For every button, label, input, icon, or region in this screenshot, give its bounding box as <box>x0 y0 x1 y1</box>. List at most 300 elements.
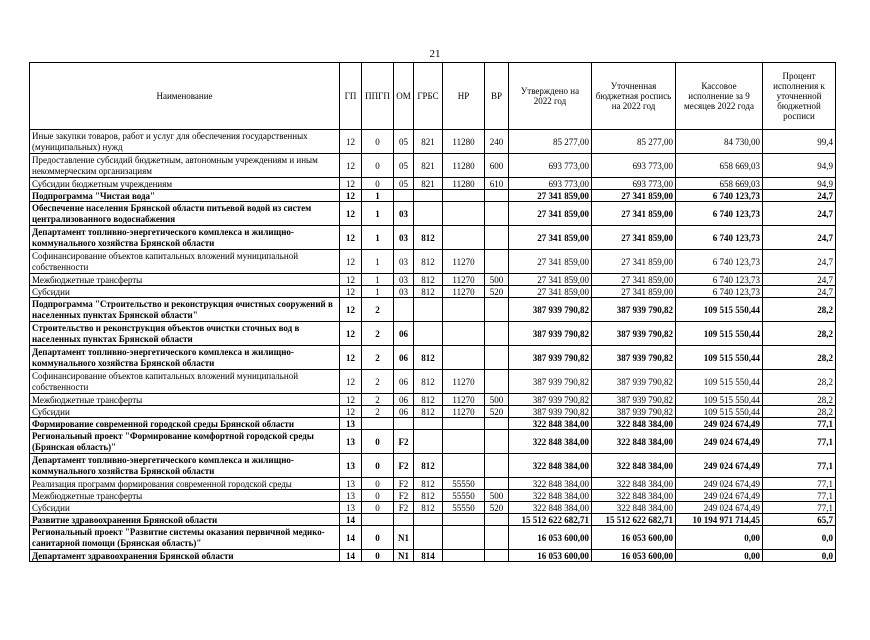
table-row <box>30 346 836 370</box>
cell-refined: 387 939 790,82 <box>592 322 676 346</box>
cell-refined: 322 848 384,00 <box>592 478 676 490</box>
cell-gp: 12 <box>340 322 362 346</box>
cell-grbs <box>414 202 443 226</box>
cell-refined: 16 053 600,00 <box>592 550 676 562</box>
cell-approved: 322 848 384,00 <box>509 454 592 478</box>
cell-nr: 11280 <box>443 154 485 178</box>
cell-refined: 387 939 790,82 <box>592 406 676 418</box>
cell-om: 06 <box>394 406 414 418</box>
cell-name: Развитие здравоохранения Брянской области <box>30 514 340 526</box>
cell-ppgp: 1 <box>362 226 394 250</box>
table-row <box>30 286 836 298</box>
cell-refined: 387 939 790,82 <box>592 298 676 322</box>
cell-cash: 249 024 674,49 <box>676 478 763 490</box>
cell-gp: 13 <box>340 478 362 490</box>
table-row <box>30 418 836 430</box>
cell-approved: 27 341 859,00 <box>509 250 592 274</box>
cell-nr: 55550 <box>443 502 485 514</box>
cell-vr <box>485 430 509 454</box>
cell-vr: 240 <box>485 130 509 154</box>
cell-grbs <box>414 526 443 550</box>
cell-gp: 12 <box>340 406 362 418</box>
table-row <box>30 478 836 490</box>
cell-name: Реализация программ формирования современной городской среды <box>30 478 340 490</box>
cell-om <box>394 418 414 430</box>
table-row <box>30 202 836 226</box>
cell-percent: 24,7 <box>763 274 836 286</box>
cell-percent: 28,2 <box>763 370 836 394</box>
cell-name: Обеспечение населения Брянской области питьевой водой из систем централизованного водоснабжения <box>30 202 340 226</box>
cell-refined: 322 848 384,00 <box>592 490 676 502</box>
table-row <box>30 130 836 154</box>
cell-gp: 12 <box>340 202 362 226</box>
cell-nr: 11270 <box>443 406 485 418</box>
cell-approved: 387 939 790,82 <box>509 346 592 370</box>
cell-nr <box>443 322 485 346</box>
cell-cash: 6 740 123,73 <box>676 274 763 286</box>
cell-gp: 13 <box>340 490 362 502</box>
cell-percent: 99,4 <box>763 130 836 154</box>
cell-gp: 12 <box>340 298 362 322</box>
cell-name: Софинансирование объектов капитальных вложений муниципальной собственности <box>30 370 340 394</box>
header-nr: НР <box>443 63 485 130</box>
cell-om: F2 <box>394 502 414 514</box>
cell-percent: 28,2 <box>763 394 836 406</box>
cell-gp: 12 <box>340 274 362 286</box>
table-row <box>30 490 836 502</box>
cell-percent: 94,9 <box>763 178 836 190</box>
cell-vr <box>485 514 509 526</box>
page-number: 21 <box>429 48 441 60</box>
cell-ppgp: 0 <box>362 490 394 502</box>
cell-approved: 322 848 384,00 <box>509 502 592 514</box>
cell-grbs: 821 <box>414 130 443 154</box>
cell-nr <box>443 202 485 226</box>
header-ppgp: ППГП <box>362 63 394 130</box>
cell-om: F2 <box>394 478 414 490</box>
cell-ppgp: 0 <box>362 130 394 154</box>
cell-nr: 55550 <box>443 490 485 502</box>
table-row <box>30 178 836 190</box>
cell-percent: 24,7 <box>763 190 836 202</box>
cell-grbs: 821 <box>414 154 443 178</box>
cell-gp: 13 <box>340 430 362 454</box>
table-row <box>30 394 836 406</box>
cell-ppgp: 0 <box>362 154 394 178</box>
cell-gp: 12 <box>340 130 362 154</box>
cell-nr: 11270 <box>443 394 485 406</box>
cell-om: 03 <box>394 274 414 286</box>
cell-om: 05 <box>394 130 414 154</box>
cell-cash: 84 730,00 <box>676 130 763 154</box>
cell-om <box>394 514 414 526</box>
cell-ppgp <box>362 514 394 526</box>
cell-name: Департамент топливно-энергетического комплекса и жилищно-коммунального хозяйства Брянской области <box>30 346 340 370</box>
cell-name: Подпрограмма "Строительство и реконструкция очистных сооружений в населенных пунктах Брянской области" <box>30 298 340 322</box>
cell-gp: 12 <box>340 394 362 406</box>
cell-om: 03 <box>394 250 414 274</box>
cell-refined: 27 341 859,00 <box>592 286 676 298</box>
cell-percent: 77,1 <box>763 478 836 490</box>
header-refined: Уточненная бюджетная роспись на 2022 год <box>592 63 676 130</box>
budget-table <box>29 62 836 562</box>
cell-ppgp: 0 <box>362 526 394 550</box>
cell-vr <box>485 454 509 478</box>
cell-approved: 322 848 384,00 <box>509 478 592 490</box>
cell-grbs: 814 <box>414 550 443 562</box>
table-row <box>30 430 836 454</box>
cell-gp: 13 <box>340 454 362 478</box>
cell-approved: 27 341 859,00 <box>509 226 592 250</box>
cell-grbs: 812 <box>414 370 443 394</box>
cell-vr <box>485 298 509 322</box>
cell-vr: 500 <box>485 490 509 502</box>
table-row <box>30 274 836 286</box>
cell-cash: 109 515 550,44 <box>676 298 763 322</box>
cell-approved: 27 341 859,00 <box>509 286 592 298</box>
cell-grbs: 812 <box>414 346 443 370</box>
cell-approved: 387 939 790,82 <box>509 370 592 394</box>
cell-name: Департамент топливно-энергетического комплекса и жилищно-коммунального хозяйства Брянской области <box>30 454 340 478</box>
cell-refined: 27 341 859,00 <box>592 250 676 274</box>
cell-nr: 11280 <box>443 178 485 190</box>
table-header-row <box>30 63 836 130</box>
table-row <box>30 514 836 526</box>
cell-name: Межбюджетные трансферты <box>30 490 340 502</box>
header-gp: ГП <box>340 63 362 130</box>
cell-ppgp: 1 <box>362 202 394 226</box>
cell-refined: 85 277,00 <box>592 130 676 154</box>
cell-gp: 14 <box>340 526 362 550</box>
cell-name: Субсидии <box>30 286 340 298</box>
cell-nr <box>443 346 485 370</box>
cell-grbs: 812 <box>414 226 443 250</box>
cell-approved: 693 773,00 <box>509 178 592 190</box>
cell-ppgp: 1 <box>362 274 394 286</box>
cell-refined: 322 848 384,00 <box>592 454 676 478</box>
cell-grbs: 812 <box>414 454 443 478</box>
cell-nr <box>443 526 485 550</box>
cell-om: N1 <box>394 550 414 562</box>
cell-refined: 322 848 384,00 <box>592 418 676 430</box>
cell-refined: 27 341 859,00 <box>592 274 676 286</box>
cell-grbs <box>414 418 443 430</box>
cell-percent: 77,1 <box>763 418 836 430</box>
header-approved: Утверждено на 2022 год <box>509 63 592 130</box>
cell-refined: 27 341 859,00 <box>592 226 676 250</box>
cell-name: Субсидии <box>30 502 340 514</box>
cell-ppgp <box>362 418 394 430</box>
cell-cash: 0,00 <box>676 526 763 550</box>
cell-percent: 94,9 <box>763 154 836 178</box>
cell-percent: 0,0 <box>763 550 836 562</box>
cell-percent: 77,1 <box>763 454 836 478</box>
cell-name: Предоставление субсидий бюджетным, автономным учреждениям и иным некоммерческим организациям <box>30 154 340 178</box>
cell-vr <box>485 226 509 250</box>
cell-grbs <box>414 514 443 526</box>
cell-refined: 27 341 859,00 <box>592 202 676 226</box>
cell-grbs: 821 <box>414 178 443 190</box>
cell-approved: 27 341 859,00 <box>509 202 592 226</box>
cell-refined: 387 939 790,82 <box>592 346 676 370</box>
cell-om: F2 <box>394 490 414 502</box>
cell-gp: 14 <box>340 550 362 562</box>
cell-name: Иные закупки товаров, работ и услуг для обеспечения государственных (муниципальных) нужд <box>30 130 340 154</box>
cell-name: Межбюджетные трансферты <box>30 274 340 286</box>
cell-vr <box>485 190 509 202</box>
table-row <box>30 226 836 250</box>
cell-refined: 693 773,00 <box>592 154 676 178</box>
cell-vr: 520 <box>485 502 509 514</box>
cell-name: Субсидии <box>30 406 340 418</box>
cell-cash: 6 740 123,73 <box>676 250 763 274</box>
cell-gp: 12 <box>340 286 362 298</box>
cell-grbs <box>414 430 443 454</box>
cell-approved: 27 341 859,00 <box>509 274 592 286</box>
cell-grbs: 812 <box>414 490 443 502</box>
cell-vr <box>485 322 509 346</box>
cell-nr: 55550 <box>443 478 485 490</box>
cell-percent: 0,0 <box>763 526 836 550</box>
cell-om: 06 <box>394 322 414 346</box>
cell-grbs: 812 <box>414 406 443 418</box>
cell-approved: 15 512 622 682,71 <box>509 514 592 526</box>
cell-grbs: 812 <box>414 286 443 298</box>
cell-refined: 387 939 790,82 <box>592 370 676 394</box>
cell-gp: 12 <box>340 178 362 190</box>
cell-ppgp: 0 <box>362 550 394 562</box>
cell-percent: 24,7 <box>763 226 836 250</box>
cell-ppgp: 0 <box>362 502 394 514</box>
table-row <box>30 370 836 394</box>
cell-grbs: 812 <box>414 250 443 274</box>
cell-om: 05 <box>394 154 414 178</box>
cell-percent: 24,7 <box>763 250 836 274</box>
cell-gp: 12 <box>340 370 362 394</box>
cell-nr: 11280 <box>443 130 485 154</box>
cell-gp: 12 <box>340 250 362 274</box>
cell-vr <box>485 478 509 490</box>
cell-ppgp: 2 <box>362 370 394 394</box>
cell-om: 03 <box>394 202 414 226</box>
cell-ppgp: 1 <box>362 190 394 202</box>
cell-vr <box>485 418 509 430</box>
cell-cash: 249 024 674,49 <box>676 490 763 502</box>
cell-approved: 16 053 600,00 <box>509 526 592 550</box>
cell-cash: 109 515 550,44 <box>676 394 763 406</box>
cell-cash: 249 024 674,49 <box>676 418 763 430</box>
cell-approved: 387 939 790,82 <box>509 322 592 346</box>
cell-percent: 77,1 <box>763 502 836 514</box>
cell-refined: 322 848 384,00 <box>592 430 676 454</box>
cell-refined: 16 053 600,00 <box>592 526 676 550</box>
cell-om: 05 <box>394 178 414 190</box>
cell-grbs <box>414 298 443 322</box>
cell-name: Строительство и реконструкция объектов очистки сточных вод в населенных пунктах Брянской области <box>30 322 340 346</box>
cell-approved: 322 848 384,00 <box>509 430 592 454</box>
cell-name: Субсидии бюджетным учреждениям <box>30 178 340 190</box>
cell-cash: 6 740 123,73 <box>676 190 763 202</box>
cell-om: 03 <box>394 286 414 298</box>
cell-vr <box>485 526 509 550</box>
cell-gp: 14 <box>340 514 362 526</box>
cell-vr: 520 <box>485 286 509 298</box>
cell-om: F2 <box>394 430 414 454</box>
cell-gp: 12 <box>340 190 362 202</box>
cell-percent: 65,7 <box>763 514 836 526</box>
table-row <box>30 322 836 346</box>
cell-name: Департамент топливно-энергетического комплекса и жилищно-коммунального хозяйства Брянской области <box>30 226 340 250</box>
cell-vr: 500 <box>485 394 509 406</box>
cell-grbs <box>414 322 443 346</box>
table-row <box>30 190 836 202</box>
cell-cash: 658 669,03 <box>676 178 763 190</box>
cell-ppgp: 1 <box>362 286 394 298</box>
cell-gp: 13 <box>340 502 362 514</box>
cell-ppgp: 0 <box>362 430 394 454</box>
cell-refined: 322 848 384,00 <box>592 502 676 514</box>
header-percent: Процент исполнения к уточненной бюджетной росписи <box>763 63 836 130</box>
cell-name: Подпрограмма "Чистая вода" <box>30 190 340 202</box>
cell-nr: 11270 <box>443 274 485 286</box>
cell-grbs: 812 <box>414 274 443 286</box>
cell-name: Департамент здравоохранения Брянской области <box>30 550 340 562</box>
cell-grbs <box>414 190 443 202</box>
cell-cash: 109 515 550,44 <box>676 346 763 370</box>
cell-nr: 11270 <box>443 250 485 274</box>
cell-vr <box>485 250 509 274</box>
cell-approved: 85 277,00 <box>509 130 592 154</box>
cell-om: 06 <box>394 346 414 370</box>
cell-nr <box>443 418 485 430</box>
cell-cash: 249 024 674,49 <box>676 502 763 514</box>
cell-cash: 249 024 674,49 <box>676 454 763 478</box>
header-cash: Кассовое исполнение за 9 месяцев 2022 года <box>676 63 763 130</box>
cell-ppgp: 1 <box>362 250 394 274</box>
cell-approved: 27 341 859,00 <box>509 190 592 202</box>
cell-grbs: 812 <box>414 478 443 490</box>
cell-cash: 10 194 971 714,45 <box>676 514 763 526</box>
cell-approved: 387 939 790,82 <box>509 406 592 418</box>
cell-percent: 24,7 <box>763 202 836 226</box>
cell-percent: 28,2 <box>763 406 836 418</box>
header-grbs: ГРБС <box>414 63 443 130</box>
cell-nr <box>443 430 485 454</box>
cell-vr <box>485 346 509 370</box>
table-row <box>30 298 836 322</box>
cell-name: Межбюджетные трансферты <box>30 394 340 406</box>
cell-approved: 322 848 384,00 <box>509 490 592 502</box>
cell-cash: 109 515 550,44 <box>676 322 763 346</box>
cell-name: Софинансирование объектов капитальных вложений муниципальной собственности <box>30 250 340 274</box>
cell-grbs: 812 <box>414 502 443 514</box>
cell-vr: 610 <box>485 178 509 190</box>
header-om: ОМ <box>394 63 414 130</box>
cell-cash: 6 740 123,73 <box>676 286 763 298</box>
cell-gp: 12 <box>340 154 362 178</box>
table-row <box>30 526 836 550</box>
cell-vr <box>485 202 509 226</box>
cell-approved: 16 053 600,00 <box>509 550 592 562</box>
cell-om <box>394 298 414 322</box>
cell-ppgp: 0 <box>362 454 394 478</box>
table-row <box>30 250 836 274</box>
cell-ppgp: 2 <box>362 346 394 370</box>
cell-vr <box>485 550 509 562</box>
cell-om: F2 <box>394 454 414 478</box>
cell-percent: 77,1 <box>763 490 836 502</box>
cell-nr: 11270 <box>443 370 485 394</box>
cell-percent: 28,2 <box>763 298 836 322</box>
cell-nr <box>443 514 485 526</box>
cell-ppgp: 0 <box>362 178 394 190</box>
cell-cash: 658 669,03 <box>676 154 763 178</box>
cell-gp: 12 <box>340 226 362 250</box>
cell-vr <box>485 370 509 394</box>
cell-refined: 27 341 859,00 <box>592 190 676 202</box>
cell-approved: 322 848 384,00 <box>509 418 592 430</box>
cell-om: 06 <box>394 394 414 406</box>
cell-percent: 28,2 <box>763 322 836 346</box>
cell-refined: 693 773,00 <box>592 178 676 190</box>
cell-om: 06 <box>394 370 414 394</box>
cell-nr <box>443 550 485 562</box>
cell-om: N1 <box>394 526 414 550</box>
cell-refined: 15 512 622 682,71 <box>592 514 676 526</box>
table-row <box>30 502 836 514</box>
cell-nr <box>443 454 485 478</box>
cell-approved: 387 939 790,82 <box>509 298 592 322</box>
cell-nr <box>443 190 485 202</box>
table-row <box>30 550 836 562</box>
cell-name: Региональный проект "Формирование комфортной городской среды (Брянская область)" <box>30 430 340 454</box>
cell-percent: 77,1 <box>763 430 836 454</box>
cell-cash: 6 740 123,73 <box>676 226 763 250</box>
cell-vr: 500 <box>485 274 509 286</box>
table-row <box>30 154 836 178</box>
cell-ppgp: 2 <box>362 298 394 322</box>
cell-nr: 11270 <box>443 286 485 298</box>
header-name: Наименование <box>30 63 340 130</box>
cell-nr <box>443 226 485 250</box>
cell-nr <box>443 298 485 322</box>
cell-ppgp: 2 <box>362 406 394 418</box>
cell-cash: 109 515 550,44 <box>676 406 763 418</box>
cell-approved: 693 773,00 <box>509 154 592 178</box>
cell-ppgp: 2 <box>362 322 394 346</box>
cell-percent: 28,2 <box>763 346 836 370</box>
cell-cash: 0,00 <box>676 550 763 562</box>
cell-name: Региональный проект "Развитие системы оказания первичной медико-санитарной помощи (Брянская область)" <box>30 526 340 550</box>
cell-cash: 109 515 550,44 <box>676 370 763 394</box>
cell-om: 03 <box>394 226 414 250</box>
cell-gp: 13 <box>340 418 362 430</box>
cell-cash: 6 740 123,73 <box>676 202 763 226</box>
table-body <box>30 130 836 562</box>
cell-ppgp: 0 <box>362 478 394 490</box>
cell-gp: 12 <box>340 346 362 370</box>
cell-vr: 600 <box>485 154 509 178</box>
cell-grbs: 812 <box>414 394 443 406</box>
cell-cash: 249 024 674,49 <box>676 430 763 454</box>
cell-refined: 387 939 790,82 <box>592 394 676 406</box>
table-row <box>30 406 836 418</box>
cell-approved: 387 939 790,82 <box>509 394 592 406</box>
table-row <box>30 454 836 478</box>
cell-om <box>394 190 414 202</box>
header-vr: ВР <box>485 63 509 130</box>
cell-name: Формирование современной городской среды Брянской области <box>30 418 340 430</box>
